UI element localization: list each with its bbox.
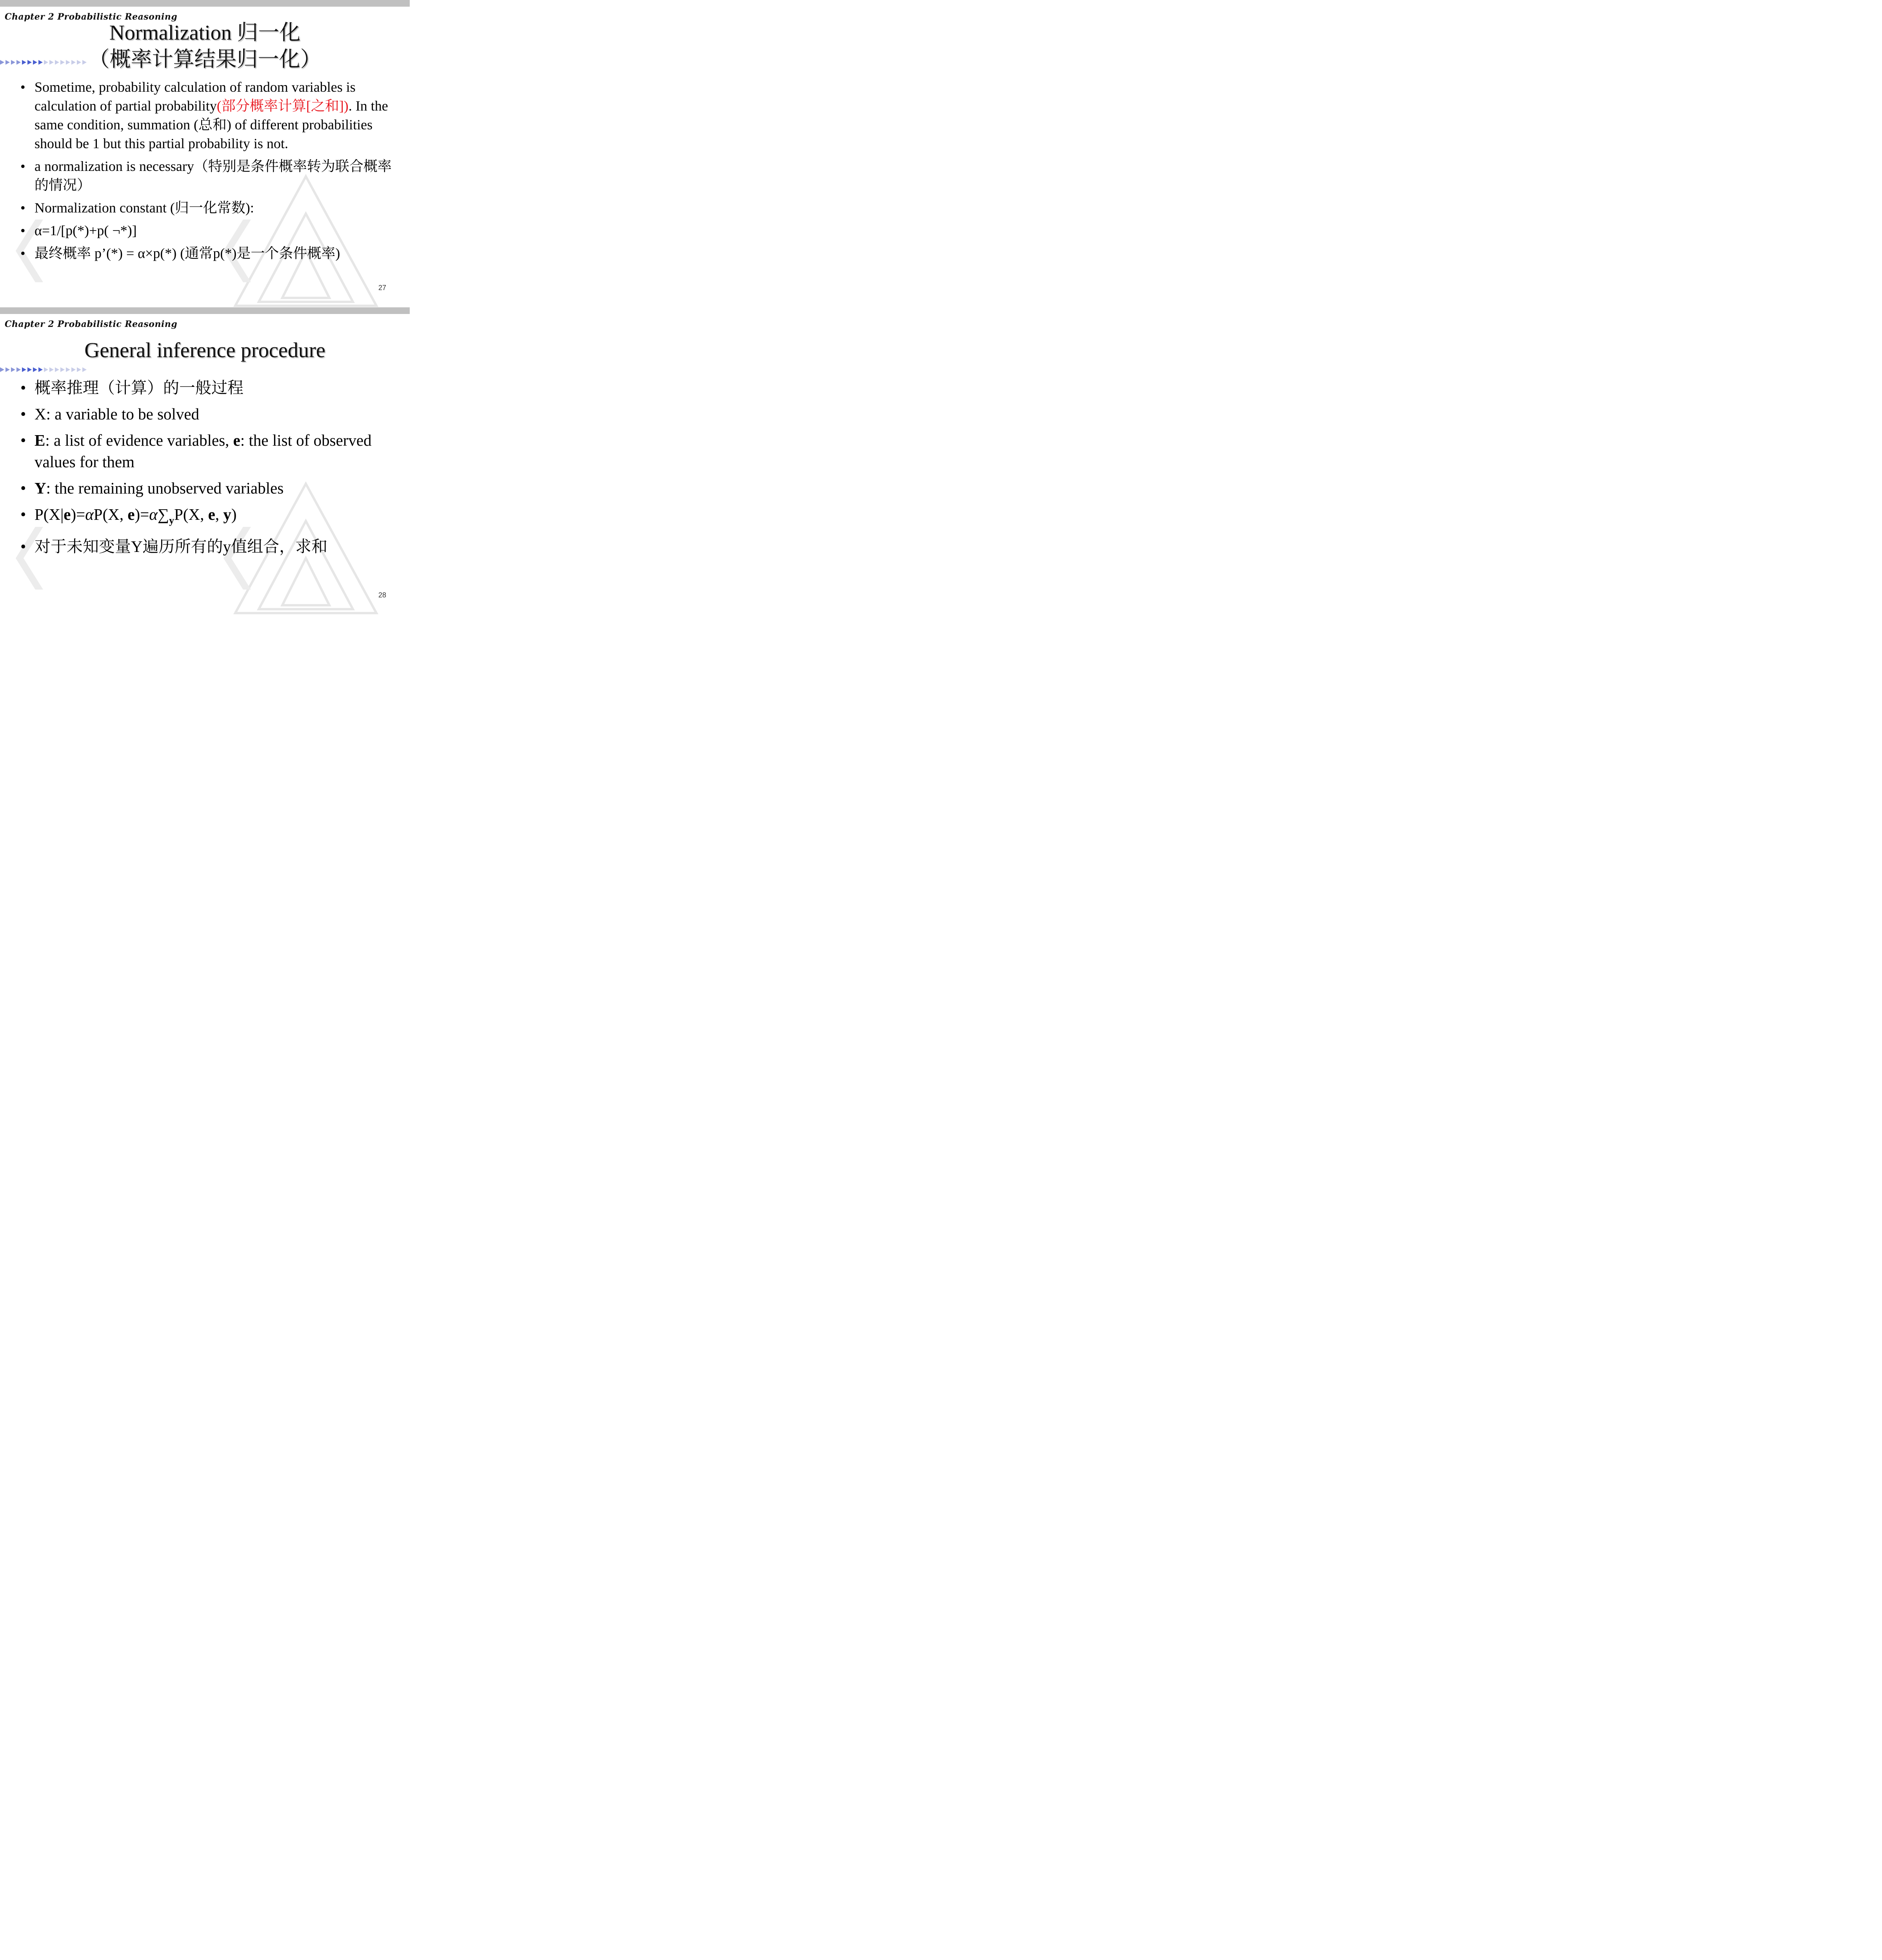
bullet-text-highlight: (部分概率计算[之和]) xyxy=(216,98,349,114)
bullet-text: : the remaining unobserved variables xyxy=(46,479,284,497)
bullet-item xyxy=(20,157,394,194)
formula-sum: ∑ xyxy=(157,505,169,523)
bullet-item xyxy=(20,403,394,425)
bullet-item xyxy=(20,477,394,499)
bullet-text: Normalization constant (归一化常数): xyxy=(35,200,254,216)
bullet-text: : a list of evidence variables, xyxy=(45,431,233,449)
bullet-item xyxy=(20,198,394,217)
bullet-item xyxy=(20,377,394,399)
bullet-item xyxy=(20,536,394,557)
arrow-glyph-icon xyxy=(0,367,4,372)
slide-title-line1: Normalization 归一化 xyxy=(109,21,301,44)
arrow-glyph-icon xyxy=(66,367,70,372)
chapter-label: Chapter 2 Probabilistic Reasoning xyxy=(5,319,178,329)
bullet-text: α=1/[p(*)+p( ¬*)] xyxy=(35,223,137,238)
bullet-text-bold: Y xyxy=(35,479,46,497)
arrow-glyph-icon xyxy=(82,367,87,372)
formula-alpha: α xyxy=(85,505,94,523)
arrow-glyph-icon xyxy=(5,367,10,372)
bullet-text: : the list of observed values for them xyxy=(35,431,372,471)
bullet-item-formula xyxy=(20,504,394,531)
bullet-icon: • xyxy=(20,537,26,555)
arrow-glyph-icon xyxy=(55,367,59,372)
arrow-glyph-icon xyxy=(33,367,37,372)
bullet-text: a normalization is necessary（特别是条件概率转为联合概率的情况） xyxy=(35,158,392,193)
formula-text: P(X, xyxy=(93,505,128,523)
slide-title: General inference procedure xyxy=(84,338,325,362)
bullet-text: 最终概率 p’(*) = α×p(*) (通常p(*)是一个条件概率) xyxy=(35,245,340,261)
bullet-text: 对于未知变量Y遍历所有的y值组合，求和 xyxy=(35,537,328,555)
formula-bold: y xyxy=(223,505,231,523)
bullet-icon: • xyxy=(20,405,26,423)
bullet-text-bold: e xyxy=(233,431,240,449)
bullet-item xyxy=(20,78,394,153)
arrow-glyph-icon xyxy=(49,367,54,372)
chapter-label: Chapter 2 Probabilistic Reasoning xyxy=(5,12,178,22)
formula-subscript: y xyxy=(169,515,174,526)
arrow-glyph-icon xyxy=(16,367,21,372)
page-number: 27 xyxy=(378,284,386,292)
bullet-icon: • xyxy=(20,79,25,95)
formula-text: )= xyxy=(134,505,149,523)
bullet-item xyxy=(20,430,394,473)
formula-bold: e xyxy=(127,505,135,523)
arrow-glyph-icon xyxy=(22,367,26,372)
formula-text: ) xyxy=(231,505,237,523)
bullet-icon: • xyxy=(20,223,25,238)
slide-28 xyxy=(0,307,410,614)
bullet-icon: • xyxy=(20,379,26,397)
arrow-glyph-icon xyxy=(71,367,76,372)
bullet-icon: • xyxy=(20,505,26,523)
formula-alpha: α xyxy=(149,505,158,523)
bullet-icon: • xyxy=(20,158,25,174)
arrow-glyph-icon xyxy=(77,367,81,372)
arrow-glyph-icon xyxy=(11,367,15,372)
formula-text: P(X| xyxy=(35,505,64,523)
arrow-glyph-icon xyxy=(44,367,48,372)
bullet-text: . In the same condition, summation (总和) of different probabilities should be 1 but this partial probability is not. xyxy=(35,98,388,151)
bullet-icon: • xyxy=(20,200,25,216)
arrow-glyph-icon xyxy=(60,367,65,372)
arrow-strip-icon xyxy=(0,367,90,372)
formula-text: )= xyxy=(71,505,85,523)
slide-27 xyxy=(0,0,410,307)
bullet-list xyxy=(20,377,394,562)
bullet-item xyxy=(20,244,394,263)
bullet-text-bold: E xyxy=(35,431,45,449)
formula-text: , xyxy=(215,505,223,523)
bullet-text: 概率推理（计算）的一般过程 xyxy=(35,379,243,397)
arrow-glyph-icon xyxy=(27,367,32,372)
slide-title-line2: （概率计算结果归一化） xyxy=(88,47,322,71)
arrow-glyph-icon xyxy=(38,367,43,372)
formula-bold: e xyxy=(208,505,215,523)
bullet-text: X: a variable to be solved xyxy=(35,405,200,423)
bullet-item xyxy=(20,221,394,240)
formula-bold: e xyxy=(64,505,71,523)
bullet-list xyxy=(20,78,394,267)
bullet-icon: • xyxy=(20,245,25,261)
bullet-text: Sometime, probability calculation of random variables is calculation of partial probability xyxy=(35,79,356,114)
bullet-icon: • xyxy=(20,479,26,497)
formula-text: P(X, xyxy=(174,505,208,523)
page-number: 28 xyxy=(378,591,386,599)
bullet-icon: • xyxy=(20,431,26,449)
